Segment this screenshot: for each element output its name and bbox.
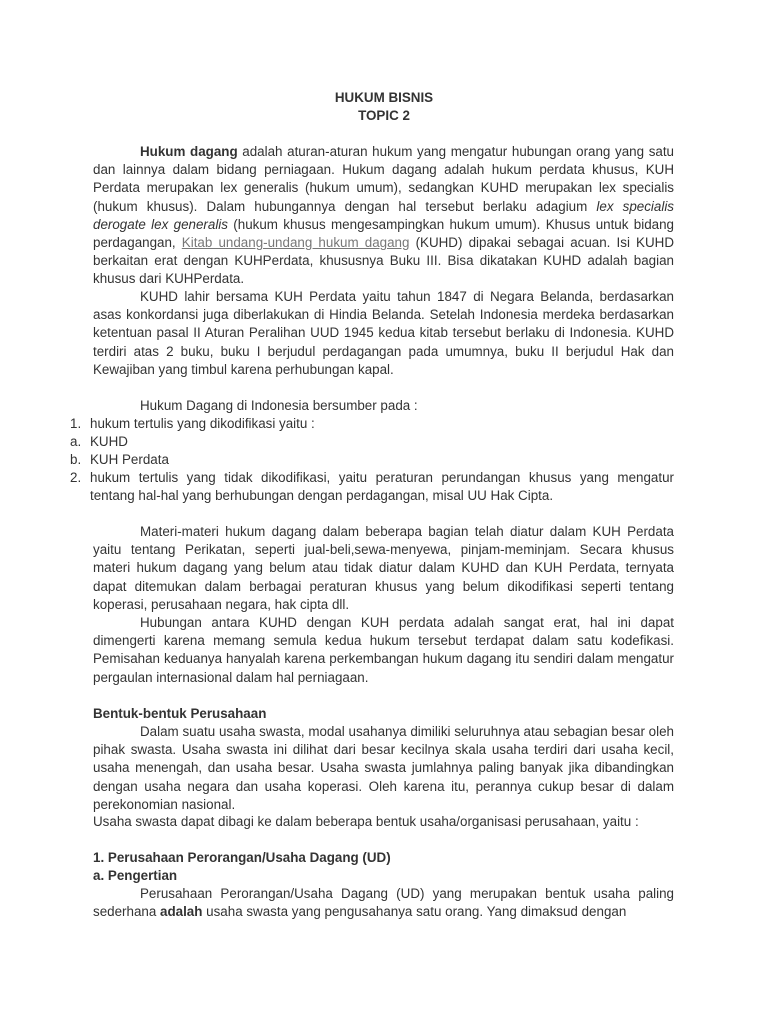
paragraph-text: (hukum khusus mengesampingkan hukum umum). Khusus untuk bidang perdagangan, <box>93 216 674 251</box>
list-item <box>70 433 674 451</box>
list-marker: b. <box>70 452 82 467</box>
term-adalah: adalah <box>160 904 203 920</box>
paragraph-text: usaha swasta yang pengusahanya satu orang. Yang dimaksud dengan <box>202 904 627 920</box>
kuhd-link[interactable]: Kitab undang-undang hukum dagang <box>181 235 410 251</box>
list-item <box>70 415 674 433</box>
document-title: HUKUM BISNIS <box>334 90 434 105</box>
list-text: KUH Perdata <box>90 452 169 467</box>
paragraph-hubungan: Hubungan antara KUHD dengan KUH perdata adalah sangat erat, hal ini dapat dimengerti karena memang semula kedua hukum tersebut terdapat dalam satu kodefikasi. Pemisahan keduanya hanyalah karena perkembangan hukum dagang itu sendiri dalam mengatur pergaulan internasional dalam hal perniagaan. <box>93 615 674 685</box>
document-subtitle: TOPIC 2 <box>358 108 410 123</box>
paragraph-bentuk-usaha: Usaha swasta dapat dibagi ke dalam beberapa bentuk usaha/organisasi perusahaan, yaitu : <box>93 814 639 829</box>
list-text: hukum tertulis yang tidak dikodifikasi, yaitu peraturan perundangan khusus yang mengatur tentang hal-hal yang berhubungan dengan perdagangan, misal UU Hak Cipta. <box>90 470 674 504</box>
subheading-perusahaan-perorangan: 1. Perusahaan Perorangan/Usaha Dagang (UD) <box>93 850 391 865</box>
subheading-pengertian: a. Pengertian <box>93 868 178 883</box>
list-text: KUHD <box>90 434 128 449</box>
paragraph-hukum-dagang <box>93 143 674 289</box>
paragraph-materi: Materi-materi hukum dagang dalam beberapa bagian telah diatur dalam KUH Perdata yaitu tentang Perikatan, seperti jual-beli,sewa-menyewa, pinjam-meminjam. Secara khusus materi hukum dagang yang belum atau tidak diatur dalam KUHD dan KUH Perdata, ternyata dapat ditemukan dalam berbagai peraturan khusus yang belum dikodifikasi seperti tentang koperasi, perusahaan negara, hak cipta dll. <box>93 524 674 612</box>
list-marker: 2. <box>70 470 82 485</box>
list-item <box>70 469 674 505</box>
term-hukum-dagang: Hukum dagang <box>140 144 238 159</box>
paragraph-text: adalah aturan-aturan hukum yang mengatur hubungan orang yang satu dan lainnya dalam bidang perniagaan. Hukum dagang adalah hukum perdata khusus, KUH Perdata merupakan lex generalis (hukum umum), sedangkan KUHD merupakan lex specialis (hukum khusus). Dalam hubungannya dengan hal tersebut berlaku adagium <box>93 144 674 214</box>
paragraph-pengertian <box>93 885 674 921</box>
list-marker: 1. <box>70 416 82 431</box>
list-item <box>70 451 674 469</box>
list-marker: a. <box>70 434 82 449</box>
section-heading: Bentuk-bentuk Perusahaan <box>93 706 267 721</box>
sources-intro: Hukum Dagang di Indonesia bersumber pada : <box>140 398 418 413</box>
paragraph-kuhd-history: KUHD lahir bersama KUH Perdata yaitu tahun 1847 di Negara Belanda, berdasarkan asas konkordansi juga diberlakukan di Hindia Belanda. Setelah Indonesia merdeka berdasarkan ketentuan pasal II Aturan Peralihan UUD 1945 kedua kitab tersebut berlaku di Indonesia. KUHD terdiri atas 2 buku, buku I berjudul perdagangan pada umumnya, buku II berjudul Hak dan Kewajiban yang timbul karena perhubungan kapal. <box>93 289 674 377</box>
adagium-italic: lex specialis derogate lex generalis <box>93 198 674 232</box>
paragraph-usaha-swasta: Dalam suatu usaha swasta, modal usahanya dimiliki seluruhnya atau sebagian besar oleh pihak swasta. Usaha swasta ini dilihat dari besar kecilnya skala usaha terdiri dari usaha kecil, usaha menengah, dan usaha besar. Usaha swasta jumlahnya paling banyak jika dibandingkan dengan usaha negara dan usaha koperasi. Oleh karena itu, perannya cukup besar di dalam perekonomian nasional. <box>93 724 674 812</box>
list-text: hukum tertulis yang dikodifikasi yaitu : <box>90 416 315 431</box>
paragraph-text: (KUHD) dipakai sebagai acuan. Isi KUHD berkaitan erat dengan KUHPerdata, khususnya Buku III. Bisa dikatakan KUHD adalah bagian khusus dari KUHPerdata. <box>93 235 675 287</box>
paragraph-text: Perusahaan Perorangan/Usaha Dagang (UD) yang merupakan bentuk usaha paling sederhana <box>93 886 674 920</box>
